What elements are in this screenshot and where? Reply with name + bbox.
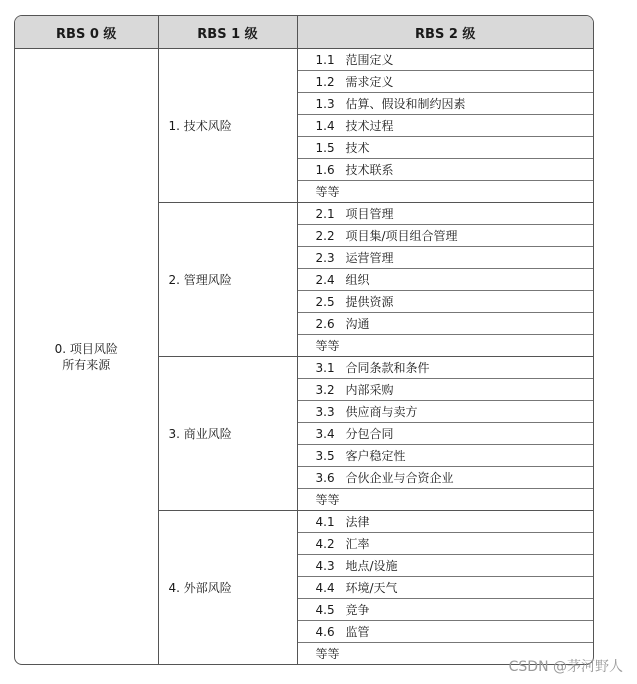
rbs2-text: 估算、假设和制约因素 xyxy=(345,97,466,111)
rbs2-text: 环境/天气 xyxy=(345,581,398,595)
rbs2-number: 4.5 xyxy=(315,603,335,617)
rbs2-number: 3.4 xyxy=(315,427,335,441)
rbs2-text: 内部采购 xyxy=(345,383,394,397)
rbs2-text: 项目集/项目组合管理 xyxy=(345,229,458,243)
rbs2-cell xyxy=(297,49,593,71)
rbs2-cell xyxy=(297,269,593,291)
rbs2-cell xyxy=(297,203,593,225)
rbs2-cell xyxy=(297,401,593,423)
rbs2-text: 等等 xyxy=(315,339,340,353)
rbs2-cell xyxy=(297,489,593,511)
rbs2-number: 4.6 xyxy=(315,625,335,639)
rbs2-number: 2.6 xyxy=(315,317,335,331)
rbs2-cell xyxy=(297,247,593,269)
rbs2-cell xyxy=(297,71,593,93)
rbs2-text: 合同条款和条件 xyxy=(345,361,430,375)
rbs2-cell xyxy=(297,467,593,489)
rbs2-number: 1.4 xyxy=(315,119,335,133)
rbs2-text: 技术 xyxy=(345,141,370,155)
rbs2-text: 需求定义 xyxy=(345,75,394,89)
rbs2-cell xyxy=(297,445,593,467)
header-rbs1: RBS 1 级 xyxy=(158,16,297,49)
rbs2-text: 等等 xyxy=(315,185,340,199)
rbs2-cell xyxy=(297,533,593,555)
rbs2-cell xyxy=(297,621,593,643)
header-rbs2: RBS 2 级 xyxy=(297,16,593,49)
rbs2-cell xyxy=(297,181,593,203)
rbs2-cell xyxy=(297,511,593,533)
rbs2-cell xyxy=(297,599,593,621)
table-row xyxy=(15,49,593,71)
table-body xyxy=(15,49,593,665)
rbs2-number: 3.6 xyxy=(315,471,335,485)
rbs2-cell xyxy=(297,137,593,159)
rbs2-cell xyxy=(297,115,593,137)
rbs1-cell: 4. 外部风险 xyxy=(158,511,297,665)
rbs2-text: 沟通 xyxy=(345,317,370,331)
rbs2-text: 合伙企业与合资企业 xyxy=(345,471,454,485)
rbs0-cell xyxy=(15,49,158,665)
rbs2-cell xyxy=(297,335,593,357)
rbs2-number: 3.2 xyxy=(315,383,335,397)
rbs2-number: 3.5 xyxy=(315,449,335,463)
rbs2-cell xyxy=(297,423,593,445)
rbs2-cell xyxy=(297,225,593,247)
rbs2-number: 3.1 xyxy=(315,361,335,375)
rbs2-number: 4.1 xyxy=(315,515,335,529)
rbs1-cell: 3. 商业风险 xyxy=(158,357,297,511)
rbs2-text: 客户稳定性 xyxy=(345,449,406,463)
rbs2-text: 组织 xyxy=(345,273,370,287)
rbs0-line1: 0. 项目风险 xyxy=(54,341,118,356)
rbs2-text: 运营管理 xyxy=(345,251,394,265)
rbs2-cell xyxy=(297,291,593,313)
rbs2-text: 竞争 xyxy=(345,603,370,617)
rbs2-cell xyxy=(297,357,593,379)
rbs2-number: 4.4 xyxy=(315,581,335,595)
rbs2-text: 范围定义 xyxy=(345,53,394,67)
watermark: CSDN @茅河野人 xyxy=(508,659,623,675)
rbs1-cell: 2. 管理风险 xyxy=(158,203,297,357)
rbs2-text: 供应商与卖方 xyxy=(345,405,418,419)
rbs2-number: 4.3 xyxy=(315,559,335,573)
rbs1-cell: 1. 技术风险 xyxy=(158,49,297,203)
rbs2-text: 技术联系 xyxy=(345,163,394,177)
rbs2-text: 提供资源 xyxy=(345,295,394,309)
rbs2-cell xyxy=(297,379,593,401)
rbs2-number: 1.3 xyxy=(315,97,335,111)
rbs2-text: 地点/设施 xyxy=(345,559,398,573)
rbs2-cell xyxy=(297,159,593,181)
rbs-table-frame xyxy=(14,15,594,665)
rbs2-cell xyxy=(297,555,593,577)
rbs2-number: 1.1 xyxy=(315,53,335,67)
rbs2-number: 2.1 xyxy=(315,207,335,221)
rbs2-text: 分包合同 xyxy=(345,427,394,441)
rbs2-number: 4.2 xyxy=(315,537,335,551)
rbs-table xyxy=(15,16,593,664)
rbs0-line2: 所有来源 xyxy=(62,357,111,372)
rbs2-number: 2.2 xyxy=(315,229,335,243)
header-rbs0: RBS 0 级 xyxy=(15,16,158,49)
rbs2-text: 等等 xyxy=(315,647,340,661)
rbs2-cell xyxy=(297,93,593,115)
rbs2-cell xyxy=(297,577,593,599)
rbs2-text: 监管 xyxy=(345,625,370,639)
rbs2-cell xyxy=(297,313,593,335)
rbs2-text: 技术过程 xyxy=(345,119,394,133)
rbs2-text: 汇率 xyxy=(345,537,370,551)
rbs2-text: 项目管理 xyxy=(345,207,394,221)
rbs2-number: 2.4 xyxy=(315,273,335,287)
rbs2-number: 3.3 xyxy=(315,405,335,419)
rbs2-number: 1.2 xyxy=(315,75,335,89)
rbs2-text: 等等 xyxy=(315,493,340,507)
header-row xyxy=(15,16,593,49)
rbs2-number: 2.5 xyxy=(315,295,335,309)
rbs2-text: 法律 xyxy=(345,515,370,529)
rbs2-number: 1.5 xyxy=(315,141,335,155)
rbs2-number: 2.3 xyxy=(315,251,335,265)
rbs2-number: 1.6 xyxy=(315,163,335,177)
